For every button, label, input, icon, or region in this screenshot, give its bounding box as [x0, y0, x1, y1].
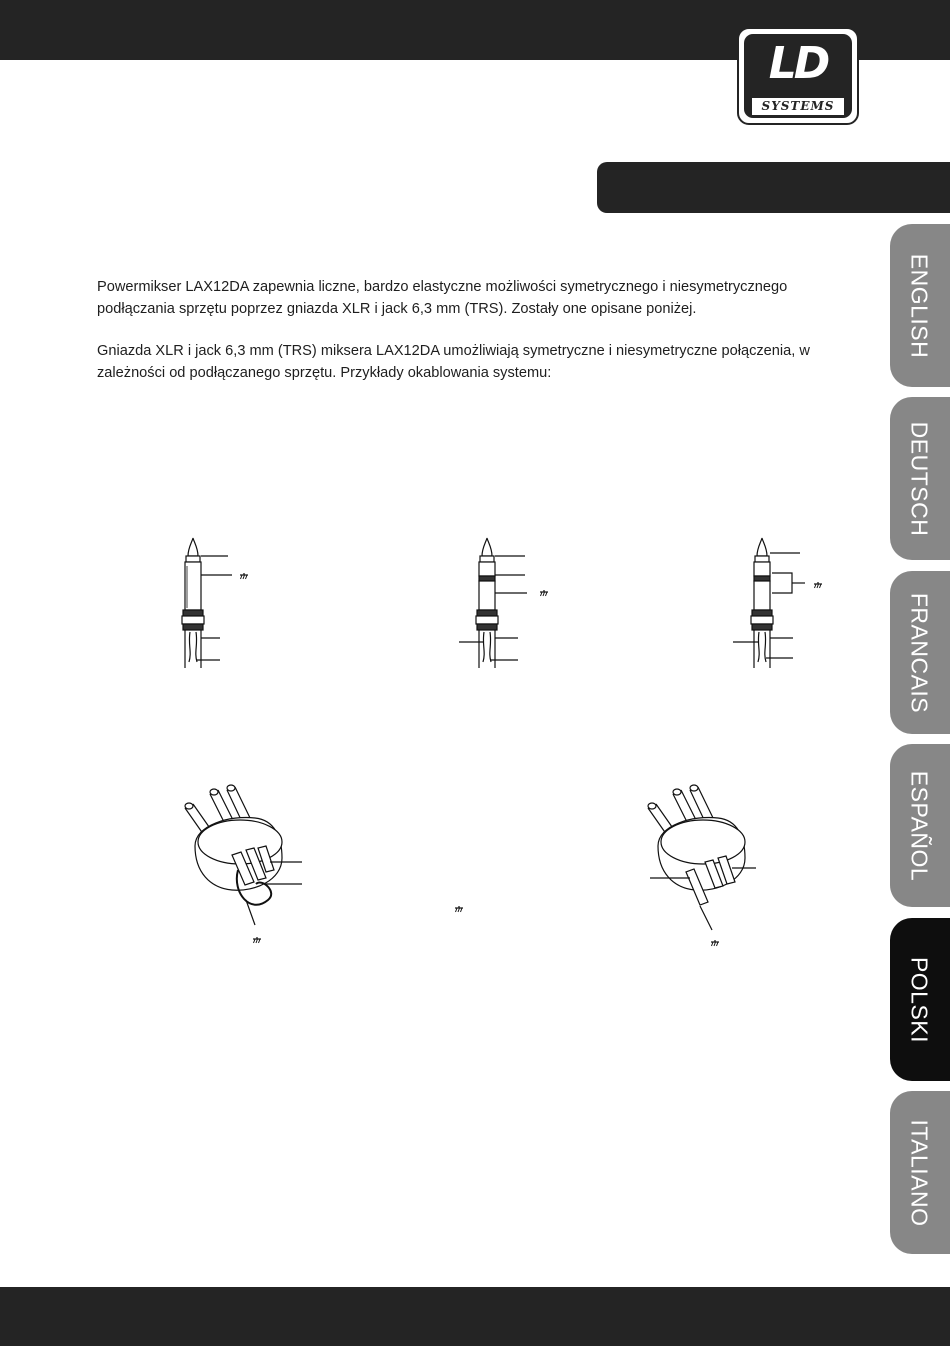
ground-icon — [540, 586, 548, 596]
ground-icon — [240, 569, 248, 579]
tab-francais-label: FRANCAIS — [906, 592, 933, 713]
tab-francais[interactable] — [890, 571, 950, 734]
tab-italiano[interactable] — [890, 1091, 950, 1254]
ground-icon — [455, 902, 463, 912]
footer-bar — [0, 1287, 950, 1346]
mono-jack-plug — [182, 538, 232, 668]
intro-paragraph: Powermikser LAX12DA zapewnia liczne, bardzo elastyczne możliwości symetrycznego i niesymetrycznego podłączania sprzętu poprzez gniazda XLR i jack 6,3 mm (TRS). Zostały one opisane poniżej. — [97, 279, 788, 317]
ground-icon — [814, 578, 822, 588]
xlr-unbalanced-plug — [185, 785, 302, 925]
tab-espanol-label: ESPAÑOL — [906, 770, 933, 881]
tab-deutsch-label: DEUTSCH — [906, 421, 933, 536]
tab-polski-label: POLSKI — [906, 956, 933, 1043]
tab-italiano-label: ITALIANO — [906, 1118, 933, 1227]
xlr-balanced-plug — [648, 785, 756, 930]
tab-espanol[interactable] — [890, 744, 950, 907]
tab-english-label: ENGLISH — [906, 253, 933, 358]
logo-systems-text: SYSTEMS — [752, 98, 844, 115]
ground-icon — [253, 933, 261, 943]
ground-icon — [711, 936, 719, 946]
wiring-paragraph: Gniazda XLR i jack 6,3 mm (TRS) miksera LAX12DA umożliwiają symetryczne i niesymetryczne połączenia, w zależności od podłączanego sprzętu. Przykłady okablowania systemu: — [97, 343, 810, 381]
tab-english[interactable] — [890, 224, 950, 387]
stereo-jack-plug — [459, 538, 527, 668]
tab-polski[interactable] — [890, 918, 950, 1081]
logo-ld-text: LD — [768, 38, 828, 89]
tab-deutsch[interactable] — [890, 397, 950, 560]
balanced-jack-plug — [733, 538, 805, 668]
